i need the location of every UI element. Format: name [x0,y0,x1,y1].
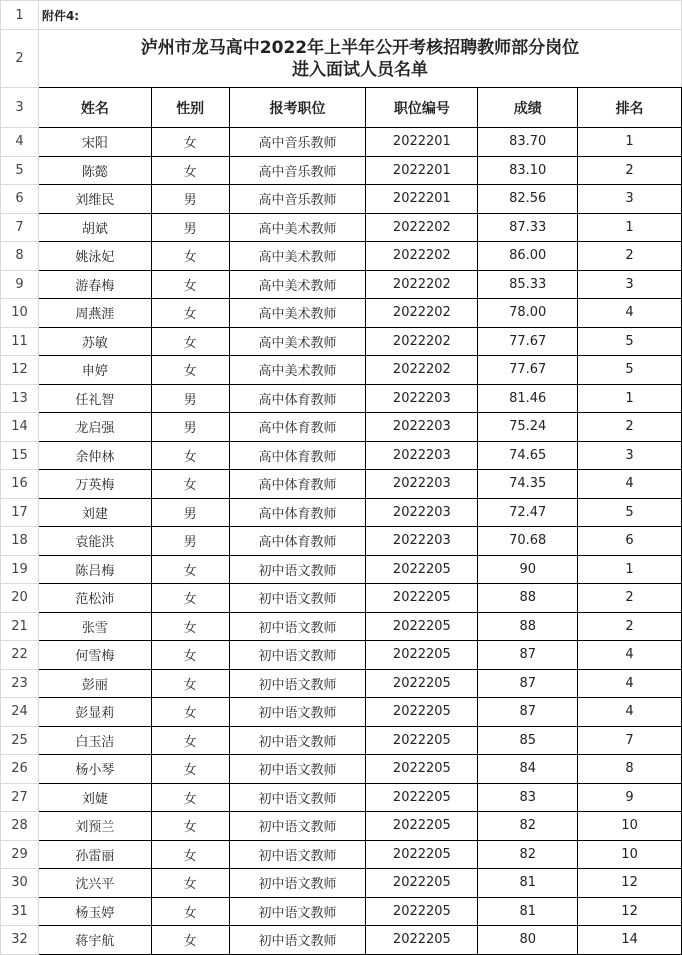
cell-position[interactable]: 高中体育教师 [229,527,366,556]
cell-name[interactable]: 袁能洪 [38,527,151,556]
cell-gender[interactable]: 女 [151,156,229,185]
row-number[interactable]: 12 [1,356,39,385]
cell-gender[interactable]: 女 [151,812,229,841]
table-row [1,726,682,755]
cell-name[interactable]: 孙雷丽 [38,840,151,869]
table-row [1,327,682,356]
row-number[interactable]: 19 [1,555,39,584]
cell-score[interactable]: 72.47 [478,498,578,527]
cell-position-code[interactable]: 2022205 [366,869,478,898]
row-number[interactable]: 24 [1,698,39,727]
table-row [1,270,682,299]
cell-position-code[interactable]: 2022203 [366,441,478,470]
document-title[interactable] [38,30,681,88]
cell-gender[interactable]: 女 [151,470,229,499]
cell-score[interactable]: 80 [478,926,578,955]
header-gender[interactable]: 性别 [151,88,229,128]
row-number[interactable]: 14 [1,413,39,442]
cell-name[interactable]: 陈吕梅 [38,555,151,584]
row-number[interactable]: 28 [1,812,39,841]
cell-name[interactable]: 申婷 [38,356,151,385]
cell-rank[interactable]: 4 [578,470,682,499]
row-number[interactable]: 11 [1,327,39,356]
row-number[interactable]: 16 [1,470,39,499]
cell-score[interactable]: 82.56 [478,185,578,214]
cell-position-code[interactable]: 2022203 [366,498,478,527]
row-number[interactable]: 21 [1,612,39,641]
cell-gender[interactable]: 女 [151,698,229,727]
table-row [1,441,682,470]
row-number[interactable]: 8 [1,242,39,271]
row-number[interactable]: 6 [1,185,39,214]
cell-gender[interactable]: 男 [151,213,229,242]
cell-position[interactable]: 高中美术教师 [229,270,366,299]
cell-rank[interactable]: 1 [578,555,682,584]
cell-gender[interactable]: 女 [151,356,229,385]
table-row [1,128,682,157]
table-row [1,698,682,727]
cell-gender[interactable]: 女 [151,555,229,584]
table-row [1,584,682,613]
row-number[interactable]: 7 [1,213,39,242]
cell-rank[interactable]: 4 [578,698,682,727]
table-row [1,869,682,898]
cell-gender[interactable]: 女 [151,612,229,641]
table-row [1,612,682,641]
cell-rank[interactable]: 10 [578,840,682,869]
cell-rank[interactable]: 8 [578,755,682,784]
cell-name[interactable]: 刘维民 [38,185,151,214]
cell-position[interactable]: 初中语文教师 [229,669,366,698]
cell-gender[interactable]: 女 [151,299,229,328]
row-number[interactable]: 17 [1,498,39,527]
table-row [1,783,682,812]
cell-gender[interactable]: 女 [151,242,229,271]
cell-score[interactable]: 88 [478,612,578,641]
header-position-code[interactable]: 职位编号 [366,88,478,128]
table-row [1,669,682,698]
cell-position-code[interactable]: 2022205 [366,584,478,613]
table-row [1,755,682,784]
table-row [1,299,682,328]
cell-position[interactable]: 高中美术教师 [229,213,366,242]
cell-position-code[interactable]: 2022205 [366,812,478,841]
cell-gender[interactable]: 女 [151,783,229,812]
row-number[interactable]: 26 [1,755,39,784]
attachment-note[interactable]: 附件4: [38,1,681,30]
cell-position[interactable]: 初中语文教师 [229,926,366,955]
table-row [1,242,682,271]
cell-rank[interactable]: 12 [578,897,682,926]
cell-position-code[interactable]: 2022202 [366,327,478,356]
cell-gender[interactable]: 女 [151,897,229,926]
cell-position[interactable]: 高中美术教师 [229,356,366,385]
cell-rank[interactable]: 10 [578,812,682,841]
cell-rank[interactable]: 2 [578,584,682,613]
cell-name[interactable]: 刘预兰 [38,812,151,841]
cell-position-code[interactable]: 2022201 [366,156,478,185]
cell-position[interactable]: 高中美术教师 [229,327,366,356]
cell-gender[interactable]: 女 [151,327,229,356]
cell-position[interactable]: 初中语文教师 [229,812,366,841]
cell-gender[interactable]: 女 [151,869,229,898]
row-number[interactable]: 27 [1,783,39,812]
cell-position-code[interactable]: 2022201 [366,185,478,214]
cell-gender[interactable]: 女 [151,840,229,869]
cell-name[interactable]: 彭显莉 [38,698,151,727]
cell-name[interactable]: 宋阳 [38,128,151,157]
cell-score[interactable]: 87 [478,641,578,670]
table-row [1,413,682,442]
cell-gender[interactable]: 男 [151,185,229,214]
cell-rank[interactable]: 3 [578,270,682,299]
row-number[interactable]: 15 [1,441,39,470]
cell-position-code[interactable]: 2022203 [366,384,478,413]
cell-gender[interactable]: 女 [151,926,229,955]
cell-name[interactable]: 刘建 [38,498,151,527]
cell-gender[interactable]: 女 [151,641,229,670]
cell-rank[interactable]: 7 [578,726,682,755]
cell-position[interactable]: 高中音乐教师 [229,185,366,214]
cell-rank[interactable]: 4 [578,641,682,670]
cell-gender[interactable]: 女 [151,128,229,157]
cell-position-code[interactable]: 2022202 [366,356,478,385]
cell-score[interactable]: 83 [478,783,578,812]
table-row [1,840,682,869]
cell-score[interactable]: 87 [478,669,578,698]
row-number[interactable]: 23 [1,669,39,698]
cell-position-code[interactable]: 2022203 [366,413,478,442]
row-number[interactable]: 5 [1,156,39,185]
cell-name[interactable]: 范松沛 [38,584,151,613]
row-number[interactable]: 25 [1,726,39,755]
cell-score[interactable]: 86.00 [478,242,578,271]
cell-score[interactable]: 77.67 [478,327,578,356]
cell-gender[interactable]: 女 [151,584,229,613]
cell-rank[interactable]: 5 [578,498,682,527]
table-row [1,641,682,670]
header-score[interactable]: 成绩 [478,88,578,128]
cell-name[interactable]: 龙启强 [38,413,151,442]
cell-score[interactable]: 87 [478,698,578,727]
cell-name[interactable]: 何雪梅 [38,641,151,670]
cell-position-code[interactable]: 2022203 [366,527,478,556]
cell-score[interactable]: 85 [478,726,578,755]
row-number[interactable]: 2 [1,30,39,88]
cell-score[interactable]: 82 [478,812,578,841]
cell-score[interactable]: 81.46 [478,384,578,413]
cell-rank[interactable]: 9 [578,783,682,812]
cell-score[interactable]: 70.68 [478,527,578,556]
cell-rank[interactable]: 5 [578,327,682,356]
cell-position-code[interactable]: 2022205 [366,555,478,584]
cell-position[interactable]: 初中语文教师 [229,869,366,898]
table-row [1,213,682,242]
cell-position[interactable]: 高中音乐教师 [229,156,366,185]
cell-position[interactable]: 初中语文教师 [229,612,366,641]
cell-score[interactable]: 85.33 [478,270,578,299]
cell-score[interactable]: 77.67 [478,356,578,385]
row-number[interactable]: 30 [1,869,39,898]
cell-score[interactable]: 83.10 [478,156,578,185]
cell-name[interactable]: 彭丽 [38,669,151,698]
cell-name[interactable]: 胡斌 [38,213,151,242]
cell-rank[interactable]: 2 [578,156,682,185]
cell-position[interactable]: 高中美术教师 [229,242,366,271]
cell-rank[interactable]: 14 [578,926,682,955]
row-number[interactable]: 20 [1,584,39,613]
table-row [1,498,682,527]
cell-score[interactable]: 74.65 [478,441,578,470]
table-row [1,156,682,185]
cell-score[interactable]: 83.70 [478,128,578,157]
cell-position-code[interactable]: 2022205 [366,641,478,670]
header-rank[interactable]: 排名 [578,88,682,128]
table-row [1,470,682,499]
row-number[interactable]: 18 [1,527,39,556]
cell-name[interactable]: 陈懿 [38,156,151,185]
row-number[interactable]: 9 [1,270,39,299]
cell-rank[interactable]: 5 [578,356,682,385]
table-row [1,356,682,385]
sheet-row [1,1,682,30]
cell-name[interactable]: 杨玉婷 [38,897,151,926]
title-line-1: 泸州市龙马高中2022年上半年公开考核招聘教师部分岗位 [140,37,580,58]
header-row [1,88,682,128]
cell-score[interactable]: 90 [478,555,578,584]
table-row [1,185,682,214]
row-number[interactable]: 32 [1,926,39,955]
cell-score[interactable]: 82 [478,840,578,869]
cell-score[interactable]: 75.24 [478,413,578,442]
cell-name[interactable]: 万英梅 [38,470,151,499]
cell-position-code[interactable]: 2022205 [366,612,478,641]
cell-position[interactable]: 高中美术教师 [229,299,366,328]
row-number[interactable]: 1 [1,1,39,30]
table-row [1,555,682,584]
cell-position-code[interactable]: 2022205 [366,726,478,755]
header-name[interactable]: 姓名 [38,88,151,128]
cell-score[interactable]: 78.00 [478,299,578,328]
cell-position-code[interactable]: 2022202 [366,213,478,242]
cell-name[interactable]: 姚泳妃 [38,242,151,271]
cell-position[interactable]: 高中体育教师 [229,413,366,442]
cell-position[interactable]: 初中语文教师 [229,726,366,755]
cell-name[interactable]: 任礼智 [38,384,151,413]
title-line-2: 进入面试人员名单 [291,59,428,80]
header-position[interactable]: 报考职位 [229,88,366,128]
cell-score[interactable]: 74.35 [478,470,578,499]
cell-position-code[interactable]: 2022202 [366,299,478,328]
grid-body [1,1,682,955]
cell-rank[interactable]: 3 [578,185,682,214]
cell-gender[interactable]: 女 [151,441,229,470]
cell-position[interactable]: 高中体育教师 [229,498,366,527]
cell-gender[interactable]: 女 [151,726,229,755]
cell-gender[interactable]: 女 [151,755,229,784]
cell-position[interactable]: 初中语文教师 [229,783,366,812]
cell-position[interactable]: 初中语文教师 [229,840,366,869]
cell-gender[interactable]: 男 [151,384,229,413]
row-number[interactable]: 22 [1,641,39,670]
cell-name[interactable]: 张雪 [38,612,151,641]
cell-name[interactable]: 杨小琴 [38,755,151,784]
cell-position[interactable]: 初中语文教师 [229,698,366,727]
cell-position[interactable]: 高中体育教师 [229,441,366,470]
cell-rank[interactable]: 2 [578,612,682,641]
cell-gender[interactable]: 男 [151,413,229,442]
cell-gender[interactable]: 女 [151,669,229,698]
cell-rank[interactable]: 1 [578,384,682,413]
cell-position-code[interactable]: 2022202 [366,270,478,299]
cell-position-code[interactable]: 2022205 [366,926,478,955]
cell-position-code[interactable]: 2022205 [366,755,478,784]
cell-name[interactable]: 白玉洁 [38,726,151,755]
row-number[interactable]: 29 [1,840,39,869]
row-number[interactable]: 31 [1,897,39,926]
table-row [1,527,682,556]
cell-position[interactable]: 高中音乐教师 [229,128,366,157]
cell-position[interactable]: 初中语文教师 [229,555,366,584]
cell-position-code[interactable]: 2022201 [366,128,478,157]
cell-name[interactable]: 沈兴平 [38,869,151,898]
cell-score[interactable]: 88 [478,584,578,613]
cell-position-code[interactable]: 2022205 [366,698,478,727]
cell-position[interactable]: 初中语文教师 [229,755,366,784]
row-number[interactable]: 13 [1,384,39,413]
cell-position-code[interactable]: 2022202 [366,242,478,271]
cell-name[interactable]: 刘婕 [38,783,151,812]
cell-position-code[interactable]: 2022205 [366,783,478,812]
cell-name[interactable]: 蒋宇航 [38,926,151,955]
cell-rank[interactable]: 3 [578,441,682,470]
cell-name[interactable]: 苏敏 [38,327,151,356]
cell-score[interactable]: 81 [478,869,578,898]
cell-name[interactable]: 游春梅 [38,270,151,299]
cell-score[interactable]: 81 [478,897,578,926]
cell-rank[interactable]: 4 [578,669,682,698]
cell-position[interactable]: 高中体育教师 [229,470,366,499]
cell-position[interactable]: 初中语文教师 [229,584,366,613]
cell-position[interactable]: 初中语文教师 [229,897,366,926]
cell-position-code[interactable]: 2022205 [366,897,478,926]
cell-position-code[interactable]: 2022205 [366,669,478,698]
cell-gender[interactable]: 女 [151,270,229,299]
cell-rank[interactable]: 1 [578,128,682,157]
cell-rank[interactable]: 2 [578,413,682,442]
table-row [1,384,682,413]
cell-position[interactable]: 初中语文教师 [229,641,366,670]
cell-gender[interactable]: 男 [151,527,229,556]
row-number[interactable]: 3 [1,88,39,128]
cell-rank[interactable]: 2 [578,242,682,271]
cell-name[interactable]: 周燕涯 [38,299,151,328]
cell-position-code[interactable]: 2022205 [366,840,478,869]
sheet-row [1,30,682,88]
table-row [1,812,682,841]
cell-rank[interactable]: 12 [578,869,682,898]
cell-rank[interactable]: 4 [578,299,682,328]
cell-rank[interactable]: 6 [578,527,682,556]
row-number[interactable]: 4 [1,128,39,157]
table-row [1,897,682,926]
cell-score[interactable]: 87.33 [478,213,578,242]
cell-position-code[interactable]: 2022203 [366,470,478,499]
cell-score[interactable]: 84 [478,755,578,784]
cell-gender[interactable]: 男 [151,498,229,527]
cell-position[interactable]: 高中体育教师 [229,384,366,413]
cell-rank[interactable]: 1 [578,213,682,242]
row-number[interactable]: 10 [1,299,39,328]
cell-name[interactable]: 余仲林 [38,441,151,470]
